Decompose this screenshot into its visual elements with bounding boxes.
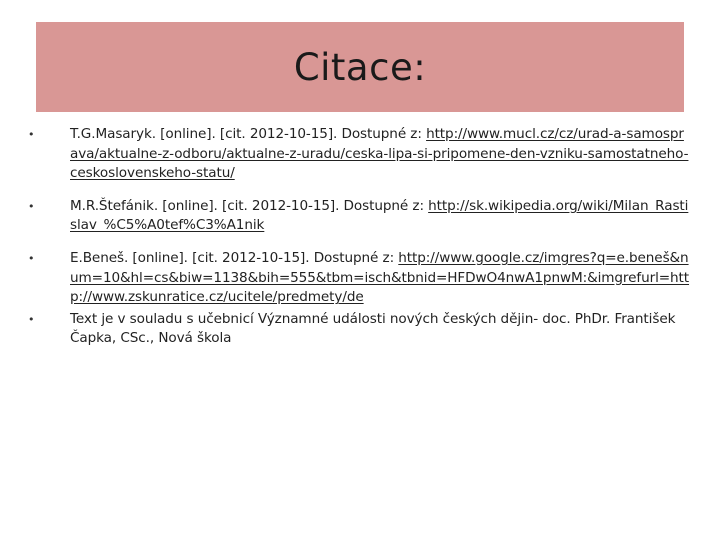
citation-item-benes — [20, 249, 690, 308]
citation-link[interactable]: http://www.mucl.cz/cz/urad-a-samosprava/aktualne-z-odboru/aktualne-z-uradu/ceska-lipa-si-pripomene-den-vzniku-samostatneho-ceskoslovenskeho-statu/ — [70, 126, 689, 182]
slide-title: Citace: — [293, 45, 427, 89]
citation-text: Text je v souladu s učebnicí Významné události nových českých dějin- doc. PhDr. František Čapka, CSc., Nová škola — [70, 310, 676, 347]
bullet-icon: • — [28, 312, 35, 326]
citation-text: M.R.Štefánik. [online]. [cit. 2012-10-15]. Dostupné z: — [70, 197, 429, 214]
bullet-icon: • — [28, 199, 35, 213]
citation-text: T.G.Masaryk. [online]. [cit. 2012-10-15]. Dostupné z: — [70, 126, 427, 142]
citation-text: E.Beneš. [online]. [cit. 2012-10-15]. Dostupné z: — [70, 249, 399, 266]
citation-list — [20, 125, 690, 362]
bullet-icon: • — [28, 128, 35, 141]
citation-link[interactable]: http://www.google.cz/imgres?q=e.beneš&num=10&hl=cs&biw=1138&bih=555&tbm=isch&tbnid=HFDwO4nwA1pnwM:&imgrefurl=http://www.zskunratice.cz/ucitele/predmety/de — [70, 249, 690, 306]
citation-item-stefanik — [20, 197, 690, 236]
title-band — [36, 22, 684, 112]
bullet-icon: • — [28, 251, 35, 265]
citation-item-textbook — [20, 310, 690, 349]
citation-link[interactable]: http://sk.wikipedia.org/wiki/Milan_Rastislav_%C5%A0tef%C3%A1nik — [70, 197, 689, 234]
citation-item-masaryk — [20, 125, 690, 184]
